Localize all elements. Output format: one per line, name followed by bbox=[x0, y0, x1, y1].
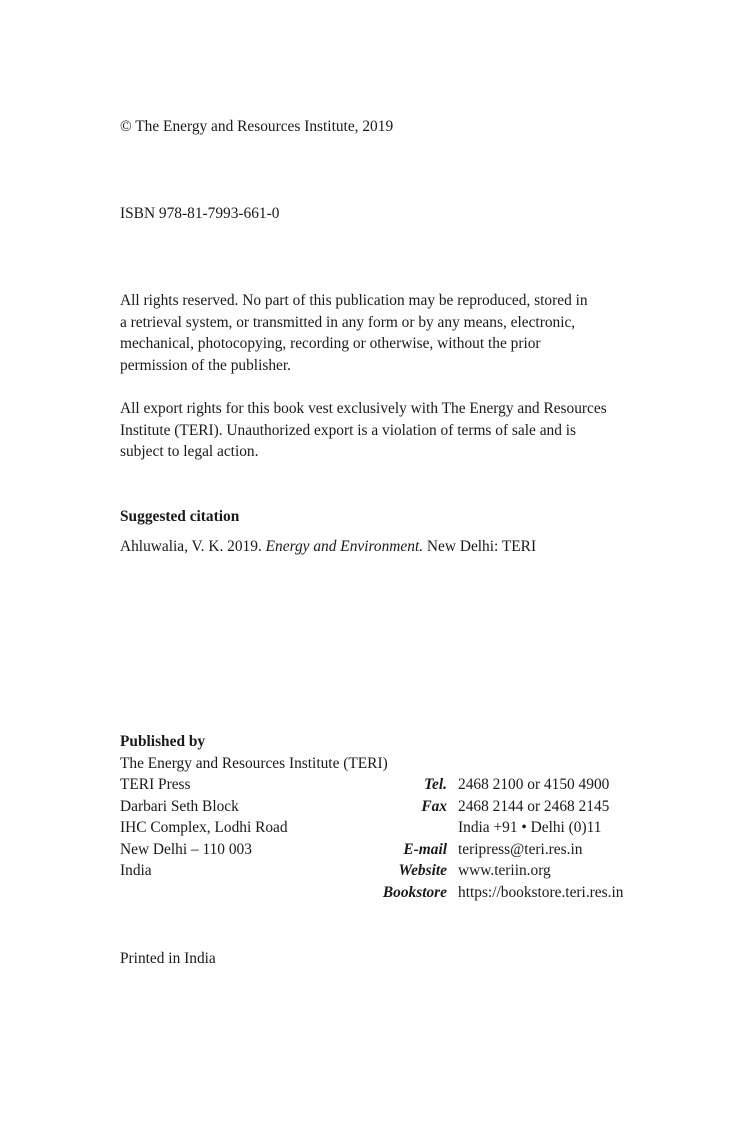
contact-row bbox=[120, 860, 640, 882]
contact-label: Tel. bbox=[424, 776, 447, 793]
export-line: All export rights for this book vest exclusively with The Energy and Resources bbox=[120, 400, 607, 417]
contact-row bbox=[120, 796, 640, 818]
address-line: Darbari Seth Block bbox=[120, 797, 239, 815]
citation-publisher: New Delhi: TERI bbox=[423, 538, 537, 555]
address-line: IHC Complex, Lodhi Road bbox=[120, 819, 288, 837]
address-line: TERI Press bbox=[120, 776, 191, 793]
contact-value: teripress@teri.res.in bbox=[458, 840, 583, 858]
address-line: New Delhi – 110 003 bbox=[120, 840, 252, 858]
contact-value: https://bookstore.teri.res.in bbox=[458, 883, 624, 901]
rights-line: All rights reserved. No part of this publication may be reproduced, stored in bbox=[120, 292, 588, 309]
rights-line: permission of the publisher. bbox=[120, 356, 291, 374]
contact-row bbox=[120, 839, 640, 861]
citation-author: Ahluwalia, V. K. 2019. bbox=[120, 538, 266, 555]
rights-line: a retrieval system, or transmitted in any form or by any means, electronic, bbox=[120, 313, 576, 331]
copyright-notice: © The Energy and Resources Institute, 2019 bbox=[120, 118, 394, 135]
contact-label: E-mail bbox=[403, 840, 447, 858]
contact-row bbox=[120, 817, 640, 839]
export-rights-paragraph bbox=[120, 398, 640, 463]
contact-value: 2468 2100 or 4150 4900 bbox=[458, 776, 610, 793]
rights-reserved-paragraph bbox=[120, 290, 640, 376]
export-line: Institute (TERI). Unauthorized export is a violation of terms of sale and is bbox=[120, 421, 577, 439]
printed-in: Printed in India bbox=[120, 950, 216, 967]
export-line: subject to legal action. bbox=[120, 443, 259, 461]
isbn: ISBN 978-81-7993-661-0 bbox=[120, 205, 280, 222]
contact-label: Fax bbox=[421, 797, 447, 815]
publisher-contact-table bbox=[120, 774, 640, 904]
address-line: India bbox=[120, 862, 152, 880]
contact-value: 2468 2144 or 2468 2145 bbox=[458, 797, 610, 815]
citation-title: Energy and Environment. bbox=[265, 538, 424, 555]
citation-heading: Suggested citation bbox=[120, 508, 240, 525]
published-by-heading: Published by bbox=[120, 733, 206, 750]
citation-text bbox=[120, 536, 640, 558]
contact-label: Bookstore bbox=[382, 883, 447, 901]
publisher-organization: The Energy and Resources Institute (TERI) bbox=[120, 755, 388, 772]
rights-line: mechanical, photocopying, recording or otherwise, without the prior bbox=[120, 335, 541, 353]
contact-value: www.teriin.org bbox=[458, 862, 551, 880]
contact-label: Website bbox=[398, 862, 447, 880]
contact-value: India +91 • Delhi (0)11 bbox=[458, 819, 602, 837]
contact-row bbox=[120, 882, 640, 904]
contact-row bbox=[120, 774, 640, 796]
